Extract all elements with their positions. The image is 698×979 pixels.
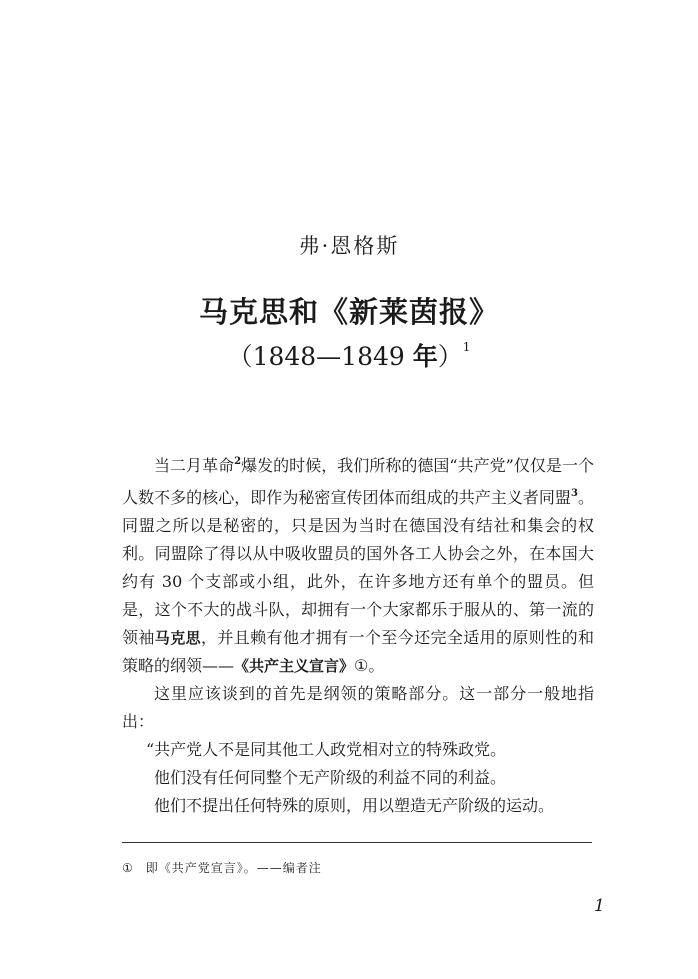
- subtitle-open: （1848—1849: [227, 342, 413, 371]
- p1-text-1: 当二月革命: [154, 456, 235, 475]
- footnote-ref-1: ①: [354, 656, 369, 675]
- manifesto-title: 《共产主义宣言》: [234, 657, 355, 675]
- subtitle-year-char: 年: [412, 342, 438, 371]
- article-subtitle: [0, 337, 698, 373]
- paragraph-2: 这里应该谈到的首先是纲领的策略部分。这一部分一般地指出：: [122, 684, 594, 731]
- footnote-mark: ①: [122, 861, 134, 875]
- quote-line-3: 他们不提出任何特殊的原则，用以塑造无产阶级的运动。: [154, 796, 555, 815]
- footnote-divider: [122, 842, 592, 843]
- p1-text-2: 爆发的时候，我们所称的德国“共产党”仅仅是一个人数不多的核心，即作为秘密宣传团体而组成的共产主义者同盟: [122, 456, 594, 507]
- subtitle-endnote-ref: 1: [462, 340, 471, 354]
- p1-text-4: ，并且赖有他才拥有一个至今还完全适用的原则性的和策略的纲领——: [122, 628, 594, 675]
- quote-line-2: 他们没有任何同整个无产阶级的利益不同的利益。: [154, 768, 507, 787]
- p1-text-5: 。: [368, 656, 385, 675]
- marx-name: 马克思: [154, 629, 201, 647]
- footnote-text: 即《共产党宣言》。——编者注: [145, 861, 322, 875]
- page-number: 1: [594, 896, 605, 916]
- article-title: 马克思和《新莱茵报》: [198, 295, 499, 329]
- endnote-ref-2: 2: [234, 456, 242, 467]
- subtitle-close: ）: [437, 342, 463, 371]
- footnote: [122, 859, 322, 876]
- paragraph-1: [122, 448, 594, 680]
- body-text: [122, 448, 594, 820]
- endnote-ref-3: 3: [570, 488, 578, 499]
- quote-line-1: “共产党人不是同其他工人政党相对立的特殊政党。: [146, 740, 507, 759]
- p1-text-3: 。同盟之所以是秘密的，只是因为当时在德国没有结社和集会的权利。同盟除了得以从中吸收盟员的国外各工人协会之外，在本国大约有 30 个支部或小组，此外，在许多地方还有单个的盟员。但是，这个不大的战斗队，却拥有一个大家都乐于服从的、第一流的领袖: [122, 488, 594, 647]
- author-name: 弗·恩格斯: [298, 234, 400, 258]
